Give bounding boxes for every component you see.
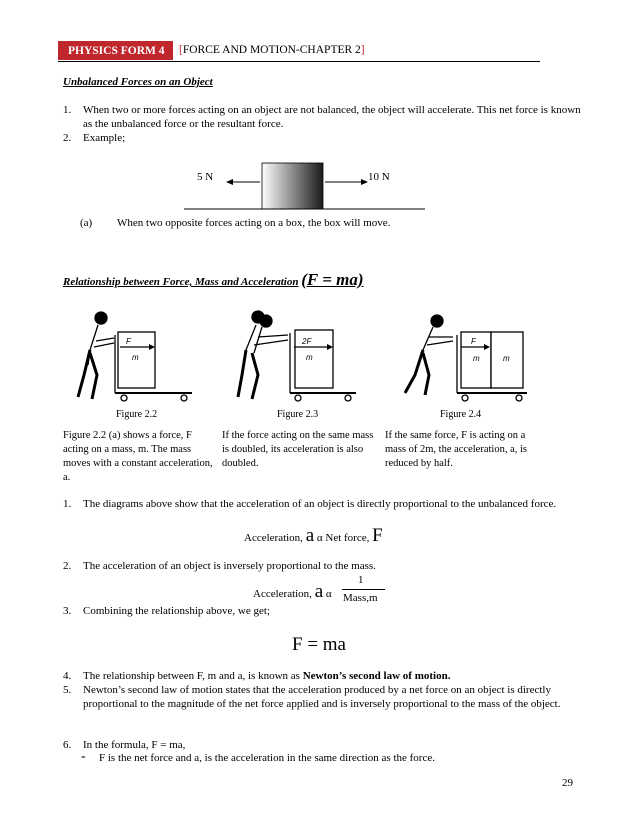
title-formula: (F = ma) <box>301 270 364 289</box>
figure-2-2-illustration <box>70 305 200 405</box>
figure-description: If the force acting on the same mass is doubled, its acceleration is also doubled. <box>222 430 374 469</box>
sub-point-text: F is the net force and a, is the acceleration in the same direction as the force. <box>99 752 435 764</box>
fig23-mass-label: m <box>306 353 313 362</box>
figure-2-3-illustration <box>232 305 362 405</box>
left-force-label: 5 N <box>197 171 214 183</box>
subject-tag: PHYSICS FORM 4 <box>58 41 173 60</box>
fraction-denominator: Mass,m <box>343 592 378 604</box>
bullet-dash: - <box>81 749 86 764</box>
fig24-mass-label-2: m <box>503 354 510 363</box>
formula-inverse: Acceleration, a α <box>253 581 332 602</box>
chapter-title: [FORCE AND MOTION-CHAPTER 2] <box>179 44 365 56</box>
right-arrowhead <box>361 179 368 185</box>
fig22-mass-label: m <box>132 353 139 362</box>
page-number: 29 <box>562 777 573 789</box>
left-arrowhead <box>226 179 233 185</box>
right-force-label: 10 N <box>368 171 390 183</box>
page-header <box>58 39 540 62</box>
fig22-force-label: F <box>126 337 131 346</box>
fig23-force-label: 2F <box>302 337 312 346</box>
section-title-force-mass: Relationship between Force, Mass and Acceleration (F = ma) <box>63 270 364 289</box>
figure-caption: Figure 2.2 <box>116 409 158 420</box>
fig24-force-label: F <box>471 337 476 346</box>
box <box>262 163 323 209</box>
fraction-bar <box>342 589 385 590</box>
section-title-unbalanced: Unbalanced Forces on an Object <box>63 76 213 88</box>
fraction-numerator: 1 <box>358 574 364 586</box>
figure-caption: Figure 2.4 <box>440 409 482 420</box>
sub-item-text: When two opposite forces acting on a box, the box will move. <box>117 217 391 229</box>
figure-description: Figure 2.2 (a) shows a force, F acting on a mass, m. The mass moves with a constant acceleration, a. <box>63 430 213 483</box>
sub-item-label: (a) <box>80 217 93 229</box>
fig24-mass-label: m <box>473 354 480 363</box>
formula-direct: Acceleration, a α Net force, F <box>244 525 383 546</box>
figure-2-4-illustration <box>395 305 535 405</box>
formula-f-equals-ma: F = ma <box>292 634 346 655</box>
figure-caption: Figure 2.3 <box>277 409 319 420</box>
figure-description: If the same force, F is acting on a mass of 2m, the acceleration, a, is reduced by half. <box>385 430 527 469</box>
box-forces-diagram <box>180 158 440 216</box>
